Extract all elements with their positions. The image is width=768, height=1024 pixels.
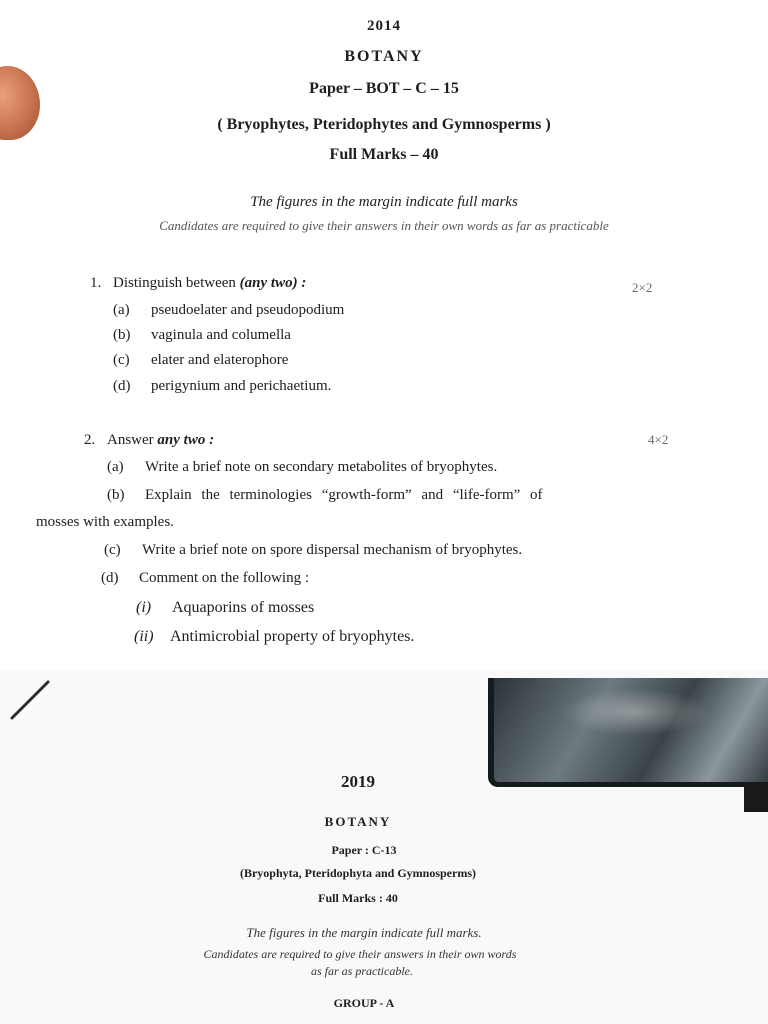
instruction-own-words: Candidates are required to give their answers in their own words as far as practicable: [159, 218, 609, 233]
item-text: Write a brief note on secondary metabolites of bryophytes.: [145, 459, 498, 475]
question-marks: 4×2: [648, 432, 669, 447]
sub-item: [136, 599, 314, 617]
question-qualifier: any two :: [157, 432, 215, 448]
question-qualifier: (any two) :: [239, 275, 307, 291]
sub-item: [134, 628, 414, 646]
list-item: [113, 352, 288, 369]
phone-glare: [560, 688, 710, 736]
item-label: (b): [113, 327, 131, 343]
paper-title: ( Bryophytes, Pteridophytes and Gymnosperms ): [217, 116, 551, 133]
list-item: [113, 327, 291, 344]
question-1: [90, 275, 306, 292]
year-2014: 2014: [367, 18, 401, 34]
question-marks: 2×2: [632, 280, 653, 295]
item-label: (a): [107, 459, 124, 475]
subject-heading: BOTANY: [324, 814, 392, 829]
item-text: pseudoelater and pseudopodium: [151, 302, 345, 318]
paper-title: (Bryophyta, Pteridophyta and Gymnosperms): [239, 866, 476, 880]
item-text: Comment on the following :: [139, 570, 309, 586]
item-text: vaginula and columella: [151, 327, 291, 343]
pen-stroke-artifact: [8, 680, 54, 720]
item-text: Write a brief note on spore dispersal mechanism of bryophytes.: [142, 542, 523, 558]
item-label: (c): [104, 542, 121, 558]
item-continuation: mosses with examples.: [36, 514, 174, 530]
paper-code: Paper – BOT – C – 15: [309, 80, 459, 97]
item-text: perigynium and perichaetium.: [151, 378, 332, 394]
instruction-margin-marks: The figures in the margin indicate full marks.: [246, 925, 482, 940]
item-label: (d): [113, 378, 131, 394]
item-label: (a): [113, 302, 130, 318]
list-item: [113, 302, 344, 319]
item-text: Explain the terminologies “growth-form” and “life-form” of: [145, 487, 543, 503]
item-label: (b): [107, 487, 125, 503]
question-number: 1.: [90, 275, 102, 291]
item-text: Antimicrobial property of bryophytes.: [170, 628, 415, 645]
item-text: Aquaporins of mosses: [172, 599, 315, 616]
subject-heading: BOTANY: [344, 48, 424, 65]
list-item: [104, 542, 522, 559]
item-label: (i): [136, 599, 152, 616]
item-label: (d): [101, 570, 119, 586]
full-marks: Full Marks : 40: [318, 891, 398, 905]
question-2: [84, 432, 214, 449]
instruction-margin-marks: The figures in the margin indicate full marks: [250, 194, 518, 210]
year-2019: 2019: [341, 772, 375, 791]
list-item: [113, 378, 331, 395]
full-marks: Full Marks – 40: [329, 146, 439, 163]
question-text: Answer: [107, 432, 154, 448]
item-label: (c): [113, 352, 130, 368]
paper-code: Paper : C-13: [331, 843, 397, 857]
group-heading: GROUP - A: [333, 996, 395, 1010]
list-item: [101, 570, 309, 587]
instruction-own-words: Candidates are required to give their answers in their own words: [203, 947, 517, 961]
item-label: (ii): [134, 628, 154, 645]
instruction-own-words-cont: as far as practicable.: [311, 964, 413, 978]
item-text: elater and elaterophore: [151, 352, 289, 368]
list-item: [107, 487, 543, 504]
question-number: 2.: [84, 432, 96, 448]
list-item: [107, 459, 497, 476]
phone-edge: [744, 782, 768, 812]
question-text: Distinguish between: [113, 275, 236, 291]
